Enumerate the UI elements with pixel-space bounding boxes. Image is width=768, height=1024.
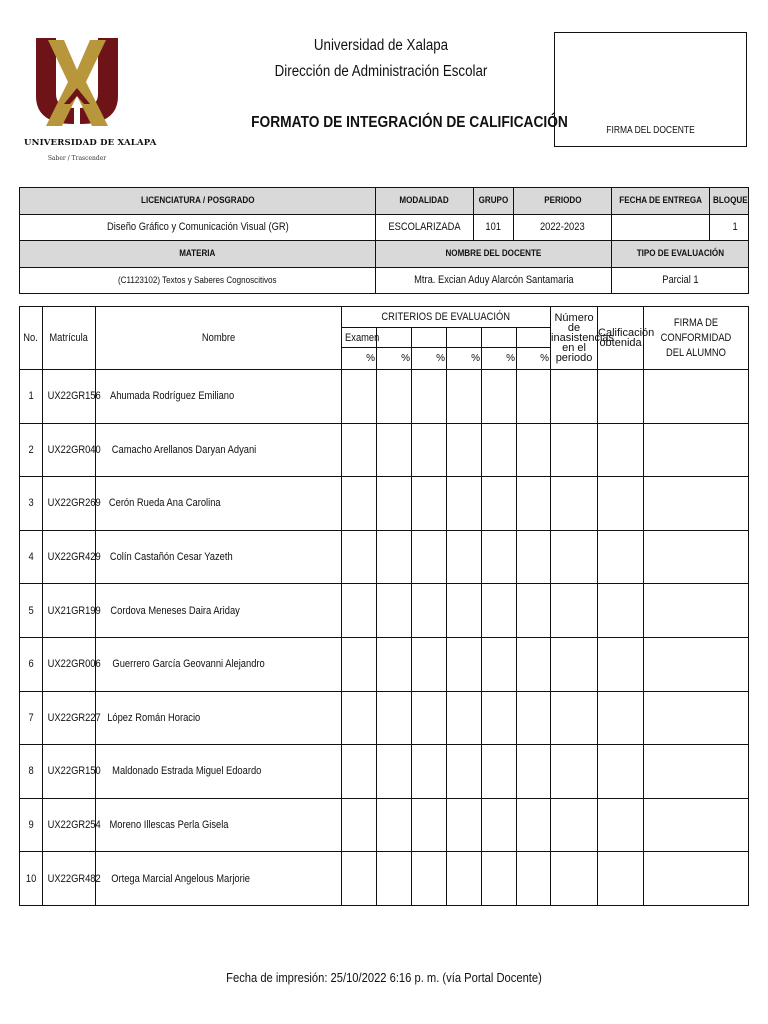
absences-cell[interactable] bbox=[551, 745, 598, 799]
conformity-signature-cell[interactable] bbox=[644, 530, 749, 584]
eval-type-label: TIPO DE EVALUACIÓN bbox=[612, 241, 749, 268]
subject-label: MATERIA bbox=[20, 241, 376, 268]
student-number: 10 bbox=[20, 852, 43, 906]
logo-university-name: UNIVERSIDAD DE XALAPA bbox=[24, 138, 157, 148]
criteria-score-cell[interactable] bbox=[377, 852, 412, 906]
print-date-footer: Fecha de impresión: 25/10/2022 6:16 p. m. (vía Portal Docente) bbox=[226, 970, 542, 985]
criteria-slot bbox=[377, 328, 412, 348]
criteria-score-cell[interactable] bbox=[342, 852, 377, 906]
criteria-score-cell[interactable] bbox=[377, 691, 412, 745]
student-row bbox=[20, 745, 749, 799]
student-id: UX22GR006 bbox=[43, 637, 96, 691]
student-id: UX22GR150 bbox=[43, 745, 96, 799]
course-info-table bbox=[19, 187, 749, 294]
grade-cell[interactable] bbox=[598, 584, 644, 638]
grade-cell[interactable] bbox=[598, 530, 644, 584]
criteria-score-cell[interactable] bbox=[412, 691, 447, 745]
criteria-score-cell[interactable] bbox=[482, 691, 517, 745]
student-number: 4 bbox=[20, 530, 43, 584]
criteria-score-cell[interactable] bbox=[377, 423, 412, 477]
criteria-score-cell[interactable] bbox=[517, 370, 551, 424]
criteria-score-cell[interactable] bbox=[517, 745, 551, 799]
period-value: 2022-2023 bbox=[514, 214, 612, 241]
criteria-score-cell[interactable] bbox=[447, 637, 482, 691]
conformity-signature-cell[interactable] bbox=[644, 423, 749, 477]
criteria-score-cell[interactable] bbox=[447, 852, 482, 906]
criteria-score-cell[interactable] bbox=[447, 798, 482, 852]
percent-label: % bbox=[447, 348, 482, 370]
criteria-score-cell[interactable] bbox=[482, 530, 517, 584]
criteria-score-cell[interactable] bbox=[342, 745, 377, 799]
criteria-score-cell[interactable] bbox=[517, 584, 551, 638]
absences-cell[interactable] bbox=[551, 852, 598, 906]
program-label: LICENCIATURA / POSGRADO bbox=[20, 188, 376, 215]
criteria-score-cell[interactable] bbox=[482, 745, 517, 799]
student-number: 6 bbox=[20, 637, 43, 691]
absences-cell[interactable] bbox=[551, 370, 598, 424]
student-name: Ahumada Rodríguez Emiliano bbox=[96, 370, 342, 424]
student-name: Moreno Illescas Perla Gisela bbox=[96, 798, 342, 852]
col-matricula-header: Matrícula bbox=[43, 307, 96, 370]
student-row bbox=[20, 530, 749, 584]
criteria-score-cell[interactable] bbox=[342, 423, 377, 477]
student-row bbox=[20, 477, 749, 531]
criteria-score-cell[interactable] bbox=[412, 852, 447, 906]
student-id: UX22GR227 bbox=[43, 691, 96, 745]
criteria-score-cell[interactable] bbox=[517, 530, 551, 584]
criteria-score-cell[interactable] bbox=[377, 370, 412, 424]
exam-header: Examen bbox=[342, 328, 377, 348]
grade-cell[interactable] bbox=[598, 852, 644, 906]
col-no-header: No. bbox=[20, 307, 43, 370]
criteria-score-cell[interactable] bbox=[517, 477, 551, 531]
grade-cell[interactable] bbox=[598, 477, 644, 531]
grade-header: Calificación obtenida bbox=[598, 307, 644, 370]
absences-cell[interactable] bbox=[551, 798, 598, 852]
criteria-score-cell[interactable] bbox=[412, 530, 447, 584]
student-name: Camacho Arellanos Daryan Adyani bbox=[96, 423, 342, 477]
conformity-signature-cell[interactable] bbox=[644, 691, 749, 745]
criteria-score-cell[interactable] bbox=[377, 745, 412, 799]
teacher-label: NOMBRE DEL DOCENTE bbox=[376, 241, 612, 268]
criteria-slot bbox=[482, 328, 517, 348]
conformity-signature-cell[interactable] bbox=[644, 370, 749, 424]
criteria-score-cell[interactable] bbox=[482, 637, 517, 691]
student-row bbox=[20, 423, 749, 477]
criteria-score-cell[interactable] bbox=[342, 477, 377, 531]
criteria-score-cell[interactable] bbox=[517, 423, 551, 477]
student-id: UX21GR199 bbox=[43, 584, 96, 638]
criteria-slot bbox=[412, 328, 447, 348]
criteria-score-cell[interactable] bbox=[517, 691, 551, 745]
absences-cell[interactable] bbox=[551, 477, 598, 531]
criteria-score-cell[interactable] bbox=[412, 745, 447, 799]
subject-value: (C1123102) Textos y Saberes Cognoscitivos bbox=[20, 267, 376, 294]
student-id: UX22GR269 bbox=[43, 477, 96, 531]
student-row bbox=[20, 370, 749, 424]
criteria-score-cell[interactable] bbox=[412, 798, 447, 852]
conformity-signature-header: FIRMA DE CONFORMIDAD DEL ALUMNO bbox=[644, 307, 749, 370]
conformity-signature-cell[interactable] bbox=[644, 798, 749, 852]
col-nombre-header: Nombre bbox=[96, 307, 342, 370]
student-name: Colín Castañón Cesar Yazeth bbox=[96, 530, 342, 584]
modality-label: MODALIDAD bbox=[376, 188, 474, 215]
teacher-signature-box bbox=[554, 32, 747, 147]
criteria-score-cell[interactable] bbox=[517, 637, 551, 691]
grade-cell[interactable] bbox=[598, 798, 644, 852]
criteria-score-cell[interactable] bbox=[447, 530, 482, 584]
form-title: FORMATO DE INTEGRACIÓN DE CALIFICACIÓN bbox=[251, 114, 568, 131]
student-name: Guerrero García Geovanni Alejandro bbox=[96, 637, 342, 691]
criteria-score-cell[interactable] bbox=[447, 691, 482, 745]
conformity-signature-cell[interactable] bbox=[644, 745, 749, 799]
student-name: Cordova Meneses Daira Ariday bbox=[96, 584, 342, 638]
student-id: UX22GR482 bbox=[43, 852, 96, 906]
period-label: PERIODO bbox=[514, 188, 612, 215]
grade-cell[interactable] bbox=[598, 370, 644, 424]
student-number: 5 bbox=[20, 584, 43, 638]
criteria-score-cell[interactable] bbox=[447, 477, 482, 531]
criteria-score-cell[interactable] bbox=[447, 370, 482, 424]
criteria-score-cell[interactable] bbox=[482, 798, 517, 852]
absences-cell[interactable] bbox=[551, 530, 598, 584]
criteria-score-cell[interactable] bbox=[412, 423, 447, 477]
conformity-signature-cell[interactable] bbox=[644, 637, 749, 691]
criteria-score-cell[interactable] bbox=[412, 477, 447, 531]
criteria-score-cell[interactable] bbox=[342, 584, 377, 638]
grade-cell[interactable] bbox=[598, 745, 644, 799]
student-number: 7 bbox=[20, 691, 43, 745]
criteria-header: CRITERIOS DE EVALUACIÓN bbox=[342, 307, 551, 328]
student-number: 1 bbox=[20, 370, 43, 424]
department-title: Dirección de Administración Escolar bbox=[274, 63, 488, 80]
criteria-slot bbox=[447, 328, 482, 348]
student-row bbox=[20, 637, 749, 691]
program-value: Diseño Gráfico y Comunicación Visual (GR) bbox=[20, 214, 376, 241]
eval-type-value: Parcial 1 bbox=[612, 267, 749, 294]
percent-label: % bbox=[342, 348, 377, 370]
absences-cell[interactable] bbox=[551, 584, 598, 638]
criteria-score-cell[interactable] bbox=[517, 852, 551, 906]
criteria-score-cell[interactable] bbox=[482, 370, 517, 424]
university-logo bbox=[24, 34, 157, 166]
student-row bbox=[20, 852, 749, 906]
criteria-score-cell[interactable] bbox=[412, 637, 447, 691]
student-name: Cerón Rueda Ana Carolina bbox=[96, 477, 342, 531]
student-row bbox=[20, 584, 749, 638]
university-title: Universidad de Xalapa bbox=[313, 37, 449, 54]
teacher-signature-label: FIRMA DEL DOCENTE bbox=[606, 125, 695, 136]
conformity-signature-cell[interactable] bbox=[644, 477, 749, 531]
criteria-score-cell[interactable] bbox=[412, 584, 447, 638]
criteria-score-cell[interactable] bbox=[342, 798, 377, 852]
percent-label: % bbox=[517, 348, 551, 370]
student-row bbox=[20, 798, 749, 852]
student-id: UX22GR040 bbox=[43, 423, 96, 477]
student-name: Ortega Marcial Angelous Marjorie bbox=[96, 852, 342, 906]
student-id: UX22GR156 bbox=[43, 370, 96, 424]
criteria-score-cell[interactable] bbox=[447, 584, 482, 638]
student-number: 2 bbox=[20, 423, 43, 477]
student-number: 8 bbox=[20, 745, 43, 799]
due-date-label: FECHA DE ENTREGA bbox=[612, 188, 710, 215]
criteria-score-cell[interactable] bbox=[482, 423, 517, 477]
criteria-slot bbox=[517, 328, 551, 348]
criteria-score-cell[interactable] bbox=[482, 584, 517, 638]
due-date-value bbox=[612, 214, 710, 241]
criteria-score-cell[interactable] bbox=[342, 637, 377, 691]
criteria-score-cell[interactable] bbox=[342, 530, 377, 584]
ux-emblem-icon bbox=[34, 34, 120, 130]
percent-label: % bbox=[412, 348, 447, 370]
student-id: UX22GR254 bbox=[43, 798, 96, 852]
group-label: GRUPO bbox=[474, 188, 514, 215]
logo-tagline: Saber / Trascender bbox=[47, 155, 107, 162]
criteria-score-cell[interactable] bbox=[377, 530, 412, 584]
student-row bbox=[20, 691, 749, 745]
absences-cell[interactable] bbox=[551, 423, 598, 477]
criteria-score-cell[interactable] bbox=[482, 852, 517, 906]
percent-label: % bbox=[377, 348, 412, 370]
student-number: 9 bbox=[20, 798, 43, 852]
criteria-score-cell[interactable] bbox=[377, 798, 412, 852]
teacher-value: Mtra. Excian Aduy Alarcón Santamaria bbox=[376, 267, 612, 294]
criteria-score-cell[interactable] bbox=[377, 637, 412, 691]
student-name: López Román Horacio bbox=[96, 691, 342, 745]
absences-cell[interactable] bbox=[551, 691, 598, 745]
student-number: 3 bbox=[20, 477, 43, 531]
absences-header: Número de inasistencias en el periodo bbox=[551, 307, 598, 370]
absences-cell[interactable] bbox=[551, 637, 598, 691]
student-id: UX22GR429 bbox=[43, 530, 96, 584]
criteria-score-cell[interactable] bbox=[447, 745, 482, 799]
criteria-score-cell[interactable] bbox=[377, 477, 412, 531]
criteria-score-cell[interactable] bbox=[342, 370, 377, 424]
criteria-score-cell[interactable] bbox=[517, 798, 551, 852]
block-label: BLOQUE bbox=[710, 188, 749, 215]
grades-table bbox=[19, 306, 749, 906]
criteria-score-cell[interactable] bbox=[377, 584, 412, 638]
percent-label: % bbox=[482, 348, 517, 370]
modality-value: ESCOLARIZADA bbox=[376, 214, 474, 241]
block-value: 1 bbox=[710, 214, 749, 241]
conformity-signature-cell[interactable] bbox=[644, 852, 749, 906]
conformity-signature-cell[interactable] bbox=[644, 584, 749, 638]
criteria-score-cell[interactable] bbox=[447, 423, 482, 477]
criteria-score-cell[interactable] bbox=[342, 691, 377, 745]
grade-cell[interactable] bbox=[598, 637, 644, 691]
group-value: 101 bbox=[474, 214, 514, 241]
criteria-score-cell[interactable] bbox=[482, 477, 517, 531]
grade-cell[interactable] bbox=[598, 691, 644, 745]
student-name: Maldonado Estrada Miguel Edoardo bbox=[96, 745, 342, 799]
criteria-score-cell[interactable] bbox=[412, 370, 447, 424]
grade-cell[interactable] bbox=[598, 423, 644, 477]
